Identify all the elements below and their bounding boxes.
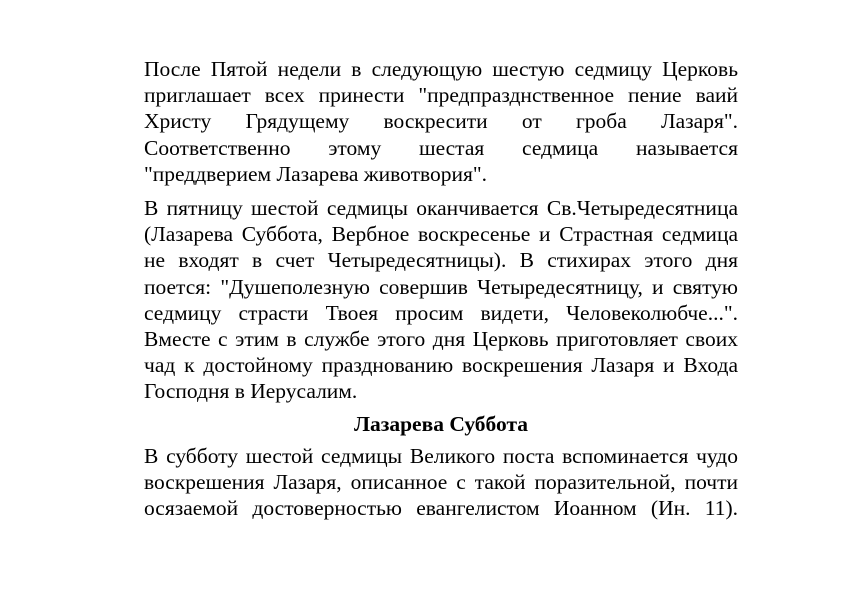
paragraph-sixth-week: После Пятой недели в следующую шестую седмицу Церковь приглашает всех принести "предпразднственное пение ваий Христу Грядущему воскресити от гроба Лазаря". Соответственно этому шестая седмица называется "преддверием Лазарева животвория". [144, 57, 738, 186]
paragraph-friday-lent-end: В пятницу шестой седмицы оканчивается Св.Четыредесятница (Лазарева Суббота, Вербное воскресенье и Страстная седмица не входят в счет Четыредесятницы). В стихирах этого дня поется: "Душеполезную совершив Четыредесятницу, и святую седмицу страсти Твоея просим видети, Человеколюбче...". Вместе с этим в службе этого дня Церковь приготовляет своих чад к достойному празднованию воскрешения Лазаря и Входа Господня в Иерусалим. [144, 196, 738, 404]
section-heading: Лазарева Суббота [353, 411, 529, 436]
paragraph-lazarus-saturday: В субботу шестой седмицы Великого поста вспоминается чудо воскрешения Лазаря, описанное с такой поразительной, почти осязаемой достоверностью евангелистом Иоанном (Ин. 11). [144, 443, 738, 521]
document-text [144, 56, 738, 521]
